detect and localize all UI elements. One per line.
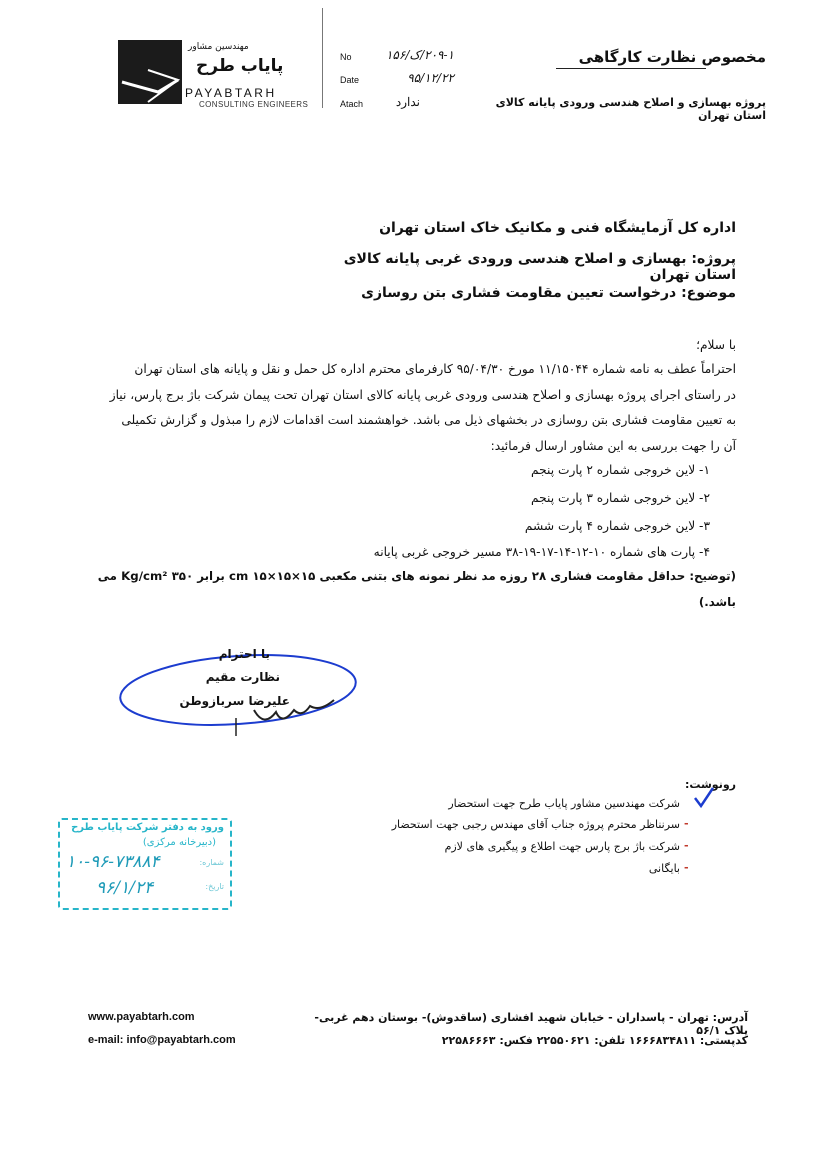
list-dash: - bbox=[684, 817, 689, 830]
list-item: ۲- لاین خروجی شماره ۳ پارت پنجم bbox=[531, 491, 710, 505]
received-date-label: تاریخ: bbox=[205, 882, 224, 891]
body-line: در راستای اجرای پروژه بهسازی و اصلاح هندسی ورودی غربی پایانه کالای استان تهران تحت پیمان شرکت باژ برج پارس، نیاز bbox=[109, 387, 736, 402]
recipient-line: اداره کل آزمایشگاه فنی و مکانیک خاک استان تهران bbox=[379, 220, 736, 236]
logo-english-name: PAYABTARH bbox=[185, 86, 277, 100]
letter-number-label: No bbox=[340, 52, 352, 62]
company-logo bbox=[118, 40, 182, 104]
cc-item: بایگانی bbox=[648, 862, 680, 875]
project-line: پروژه: بهسازی و اصلاح هندسی ورودی غربی پایانه کالای استان تهران bbox=[343, 251, 736, 283]
received-stamp-title: ورود به دفتر شرکت پایاب طرح bbox=[71, 822, 224, 833]
logo-persian-name: پایاب طرح bbox=[196, 56, 284, 76]
attachment-value: ندارد bbox=[395, 95, 420, 109]
letter-date-label: Date bbox=[340, 75, 360, 85]
logo-mark-icon bbox=[118, 40, 182, 104]
cc-item: شرکت باژ برج پارس جهت اطلاع و پیگیری های لازم bbox=[444, 840, 680, 853]
stamp-underline bbox=[556, 68, 706, 69]
list-item: ۱- لاین خروجی شماره ۲ پارت پنجم bbox=[531, 463, 710, 477]
header-divider bbox=[322, 8, 323, 108]
received-number-value: ۱۰-۹۶-۷۳۸۸۴ bbox=[66, 852, 160, 872]
letter-date-value: ۹۵/۱۲/۲۲ bbox=[407, 71, 454, 85]
body-line: احتراماً عطف به نامه شماره ۱۱/۱۵۰۴۴ مورخ ۹۵/۰۴/۳۰ کارفرمای محترم اداره کل حمل و نقل و پایانه های استان تهران bbox=[134, 362, 736, 376]
footer-address: آدرس: تهران - پاسداران - خیابان شهید افشاری (ساقدوش)- بوستان دهم غربی- پلاک ۵۶/۱ bbox=[314, 1011, 748, 1037]
signature-closing: با احترام bbox=[218, 647, 270, 661]
list-dash: - bbox=[684, 839, 689, 852]
list-item: ۴- پارت های شماره ۱۰-۱۲-۱۴-۱۷-۱۹-۳۸ مسیر خروجی غربی پایانه bbox=[373, 545, 710, 559]
footer-contact: کدپستی: ۱۶۶۶۸۳۴۸۱۱ تلفن: ۲۲۵۵۰۶۲۱ فکس: ۲۲۵۸۶۶۶۳ bbox=[441, 1034, 748, 1047]
received-stamp-subtitle: (دبیرخانه مرکزی) bbox=[142, 837, 216, 848]
site-supervision-stamp: مخصوص نظارت کارگاهی bbox=[578, 48, 766, 66]
list-dash: - bbox=[684, 861, 689, 874]
signature-role: نظارت مقیم bbox=[205, 670, 280, 684]
stamp-project-name: پروژه بهسازی و اصلاح هندسی ورودی پایانه کالای استان تهران bbox=[495, 96, 766, 122]
body-line: به تعیین مقاومت فشاری بتن روسازی در بخشهای ذیل می باشد. خواهشمند است اقدامات لازم را مبذول و گزارش تکمیلی bbox=[121, 413, 736, 427]
logo-persian-tagline: مهندسین مشاور bbox=[188, 42, 249, 52]
technical-note: (توضیح: حداقل مقاومت فشاری ۲۸ روزه مد نظر نمونه های بتنی مکعبی cm ۱۵×۱۵×۱۵ برابر Kg/cm² ۳۵۰ می باشد.) bbox=[97, 569, 736, 609]
received-date-value: ۹۶/۱/۲۴ bbox=[96, 878, 154, 898]
body-line: آن را جهت بررسی به این مشاور ارسال فرمائید: bbox=[490, 438, 736, 453]
greeting: با سلام؛ bbox=[696, 338, 736, 352]
cc-item: سرنناظر محترم پروژه جناب آقای مهندس رجبی جهت استحضار bbox=[391, 818, 680, 831]
subject-line: موضوع: درخواست تعیین مقاومت فشاری بتن روسازی bbox=[361, 285, 736, 301]
received-number-label: شماره: bbox=[199, 858, 224, 867]
website-link[interactable]: www.payabtarh.com bbox=[88, 1011, 195, 1023]
body-paragraph bbox=[100, 357, 736, 459]
cc-item: شرکت مهندسین مشاور پایاب طرح جهت استحضار bbox=[448, 797, 680, 810]
logo-english-subtitle: CONSULTING ENGINEERS bbox=[199, 100, 309, 109]
attachment-label: Atach bbox=[340, 99, 364, 109]
list-item: ۳- لاین خروجی شماره ۴ پارت ششم bbox=[524, 519, 710, 533]
email-link[interactable]: e-mail: info@payabtarh.com bbox=[88, 1034, 236, 1046]
received-stamp bbox=[58, 818, 232, 910]
letter-number-value: ۲۰۹-۱/ک/۱۵۶ bbox=[385, 48, 454, 62]
cc-title: رونوشت: bbox=[684, 778, 736, 791]
checkmark-icon bbox=[692, 786, 716, 810]
signature-name: علیرضا سربازوطن bbox=[179, 694, 290, 708]
